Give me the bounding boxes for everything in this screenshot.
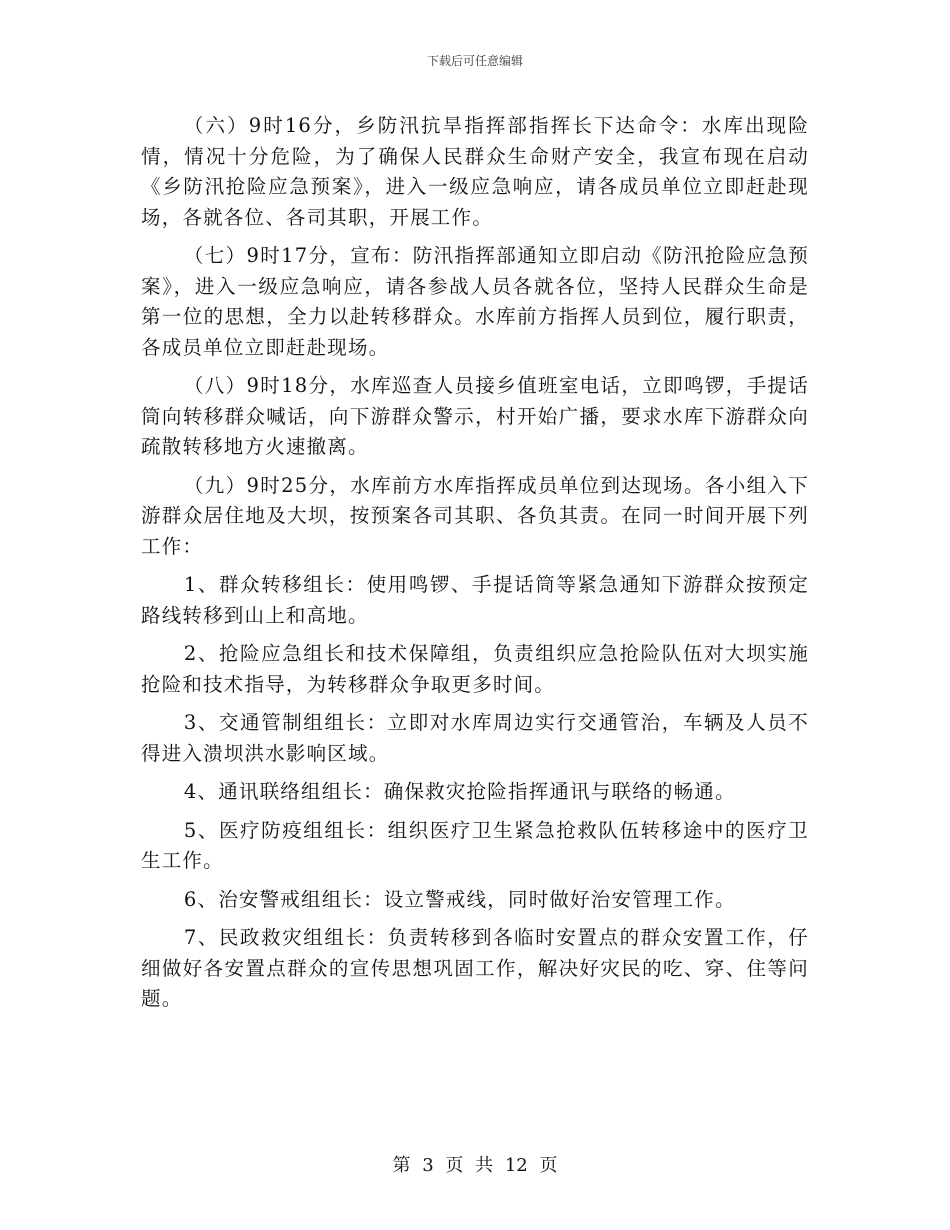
list-item-7: 7、民政救灾组组长：负责转移到各临时安置点的群众安置工作，仔细做好各安置点群众的宣传思想巩固工作，解决好灾民的吃、穿、住等问题。 bbox=[141, 926, 809, 1010]
document-body bbox=[141, 111, 809, 1023]
page-header: 下载后可任意编辑 bbox=[426, 54, 523, 68]
list-item-6: 6、治安警戒组组长：设立警戒线，同时做好治安管理工作。 bbox=[183, 887, 736, 911]
paragraph-9: （九）9时25分，水库前方水库指挥成员单位到达现场。各小组入下游群众居住地及大坝，按预案各司其职、各负其责。在同一时间开展下列工作： bbox=[141, 473, 809, 558]
paragraph-8: （八）9时18分，水库巡查人员接乡值班室电话，立即鸣锣，手提话筒向转移群众喊话，向下游群众警示，村开始广播，要求水库下游群众向疏散转移地方火速撤离。 bbox=[141, 374, 809, 458]
paragraph-7: （七）9时17分，宣布：防汛指挥部通知立即启动《防汛抢险应急预案》，进入一级应急响应，请各参战人员各就各位，坚持人民群众生命是第一位的思想，全力以赴转移群众。水库前方指挥人员到位，履行职责，各成员单位立即赶赴现场。 bbox=[141, 244, 809, 359]
page-number-footer: 第 3 页 共 12 页 bbox=[392, 1155, 558, 1176]
list-item-5: 5、医疗防疫组组长：组织医疗卫生紧急抢救队伍转移途中的医疗卫生工作。 bbox=[141, 818, 809, 872]
list-item-2: 2、抢险应急组长和技术保障组，负责组织应急抢险队伍对大坝实施抢险和技术指导，为转移群众争取更多时间。 bbox=[141, 642, 809, 696]
paragraph-6: （六）9时16分，乡防汛抗旱指挥部指挥长下达命令：水库出现险情，情况十分危险，为了确保人民群众生命财产安全，我宣布现在启动《乡防汛抢险应急预案》，进入一级应急响应，请各成员单位立即赶赴现场，各就各位、各司其职，开展工作。 bbox=[141, 114, 809, 229]
list-item-1: 1、群众转移组长：使用鸣锣、手提话筒等紧急通知下游群众按预定路线转移到山上和高地。 bbox=[141, 573, 809, 627]
list-item-3: 3、交通管制组组长：立即对水库周边实行交通管治，车辆及人员不得进入溃坝洪水影响区域。 bbox=[141, 711, 809, 765]
list-item-4: 4、通讯联络组组长：确保救灾抢险指挥通讯与联络的畅通。 bbox=[183, 780, 736, 803]
